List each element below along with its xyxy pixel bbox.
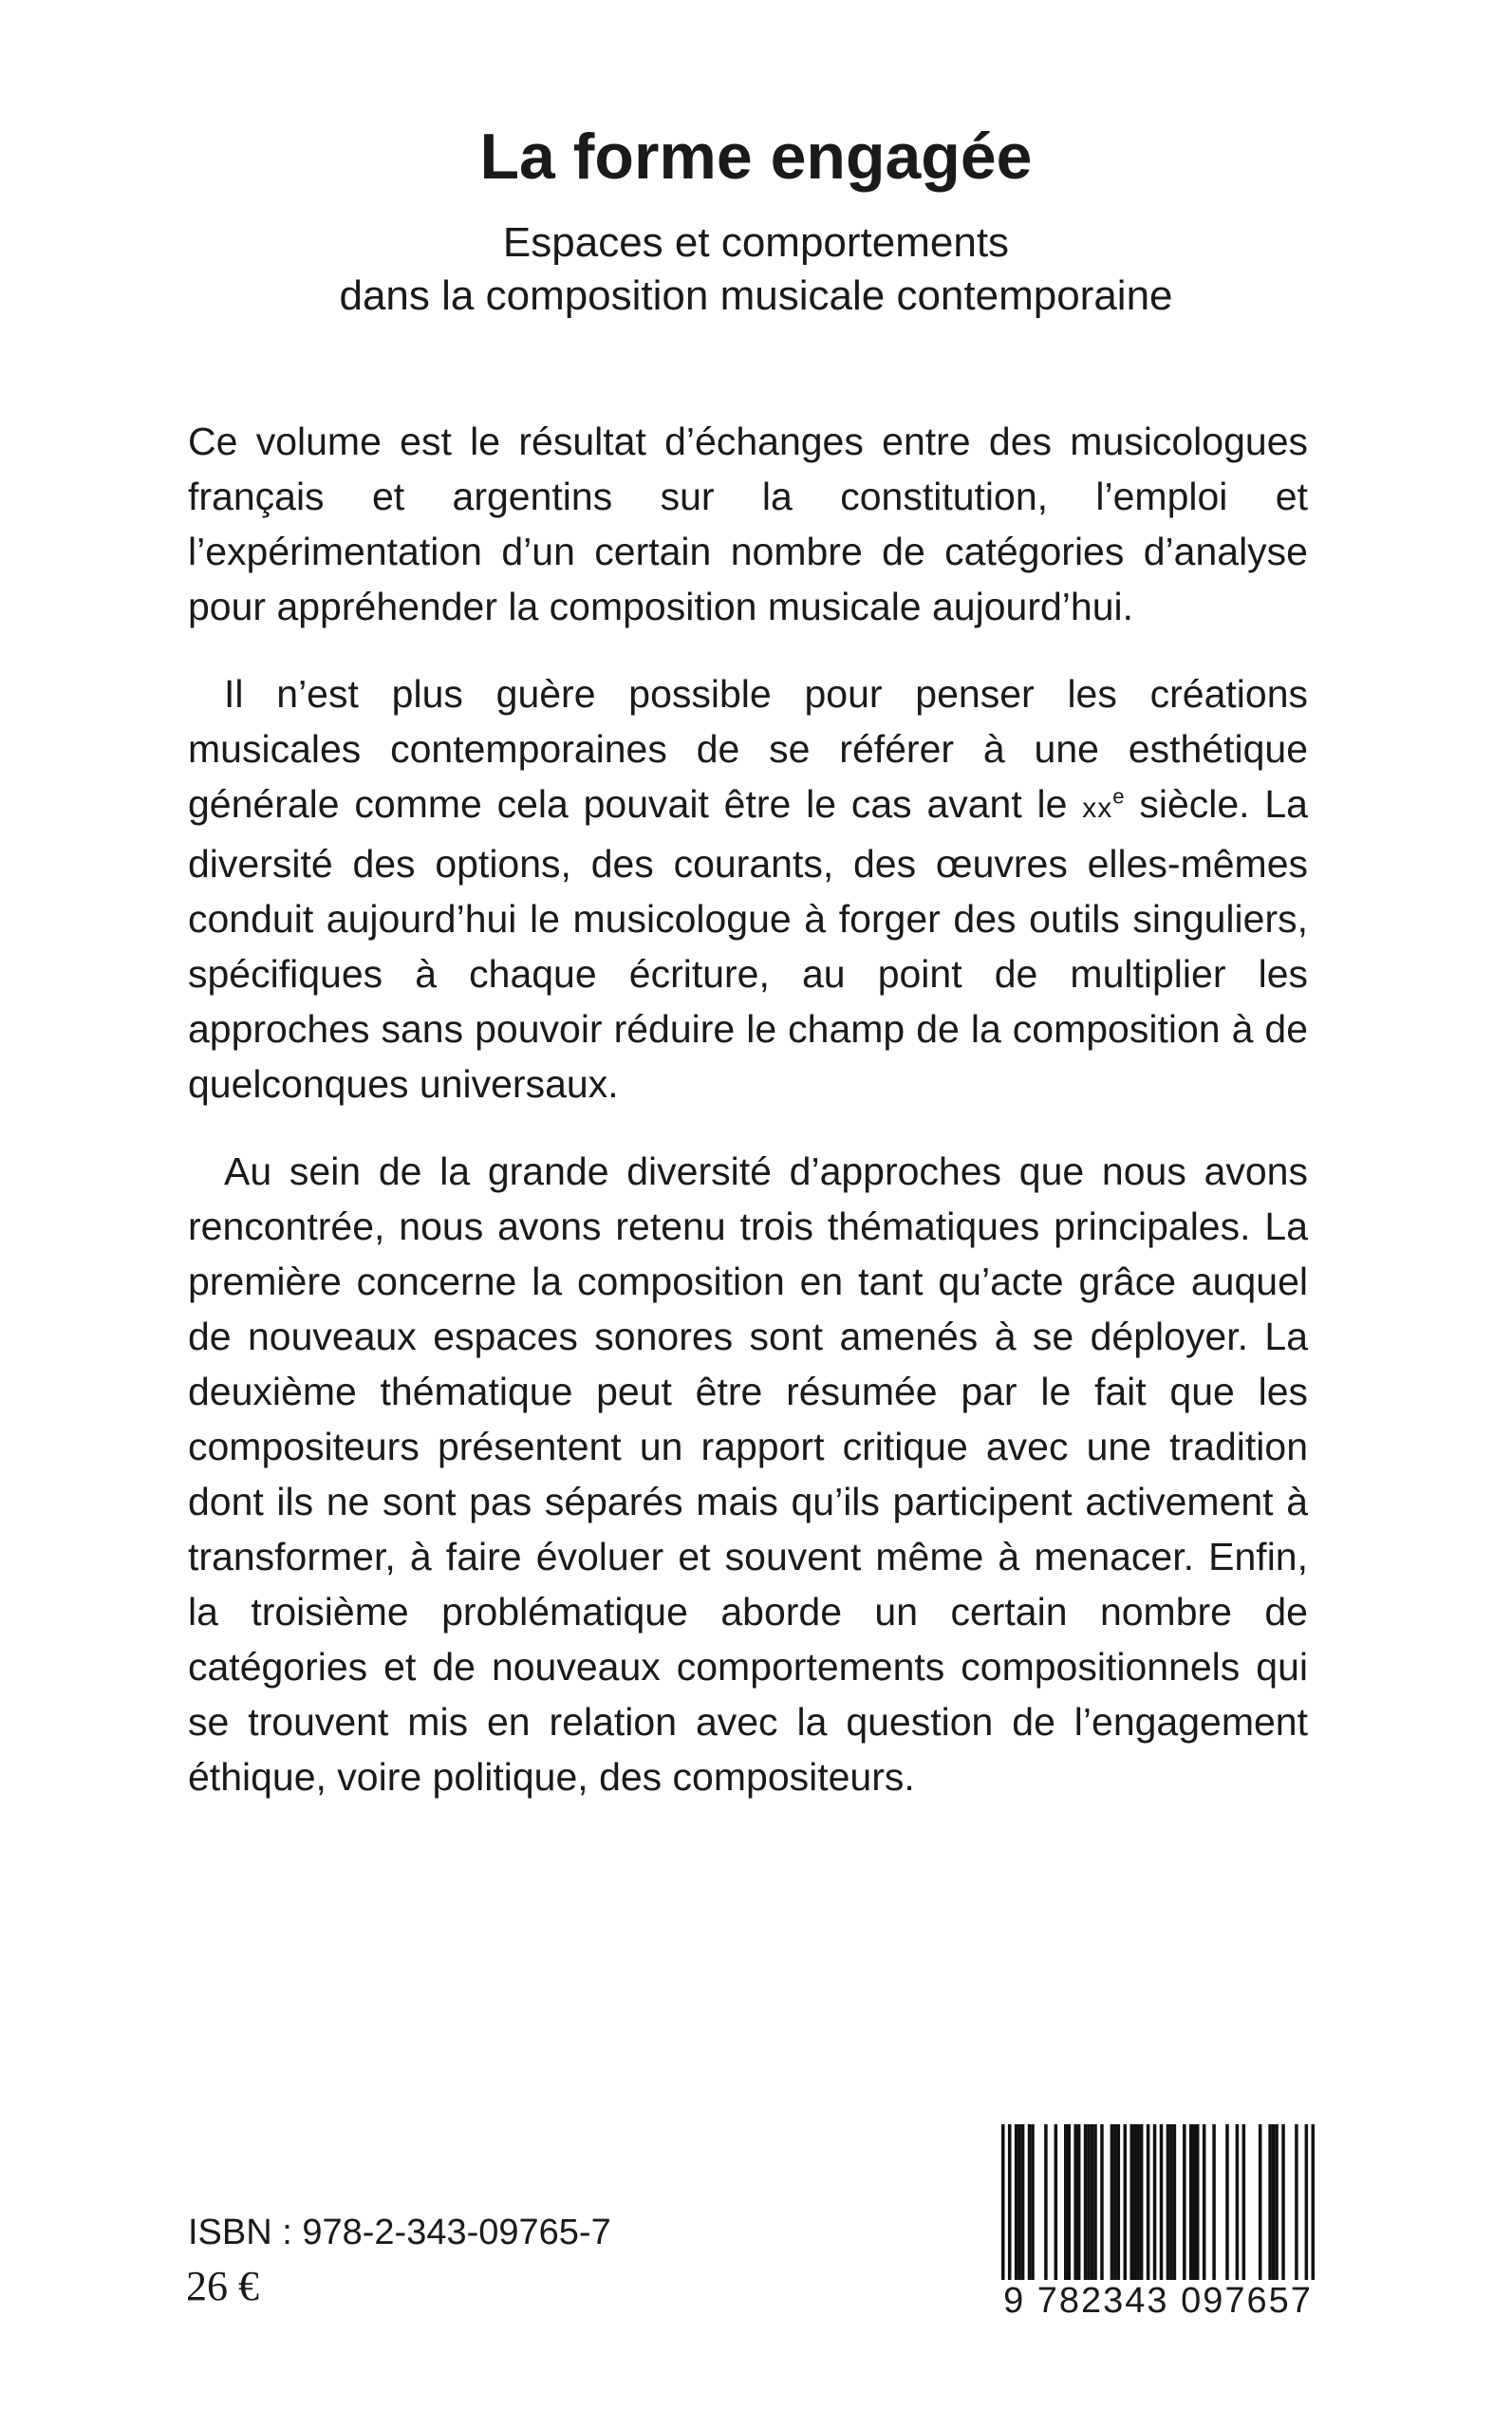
barcode-bar — [1242, 2124, 1246, 2286]
barcode-bar — [1117, 2124, 1121, 2286]
barcode-bar — [1084, 2124, 1088, 2286]
barcode-bar — [1169, 2124, 1173, 2286]
barcode-bar — [1028, 2124, 1032, 2286]
barcode-bar — [1203, 2124, 1206, 2286]
barcode-bar — [1015, 2124, 1018, 2286]
barcode-bar — [1259, 2124, 1262, 2286]
barcode-bar — [1091, 2124, 1094, 2286]
barcode-bar — [1021, 2124, 1025, 2286]
century-superscript: e — [1112, 784, 1125, 809]
isbn-label: ISBN : 978-2-343-09765-7 — [188, 2213, 611, 2252]
subtitle-line-2: dans la composition musicale contemporaine — [339, 272, 1173, 319]
barcode-bar — [1173, 2124, 1177, 2286]
back-cover-blurb — [188, 414, 1308, 1837]
barcode-bar — [1225, 2124, 1229, 2286]
book-subtitle — [0, 216, 1512, 323]
barcode-bar — [1272, 2124, 1276, 2286]
barcode-bar — [1093, 2124, 1097, 2286]
blurb-paragraph-2-end: siècle. La diversité des options, des courants, des œuvres elles-mêmes conduit aujourd’hui le musicologue à forger des outils singuliers, spécifiques à chaque écriture, au point de multiplier les approches sans pouvoir réduire le champ de la composition à de quelconques universaux. — [188, 782, 1308, 1106]
subtitle-line-1: Espaces et comportements — [502, 219, 1010, 266]
barcode-bar — [1017, 2124, 1021, 2286]
barcode-bar — [1067, 2124, 1071, 2286]
barcode-bar — [1077, 2124, 1081, 2286]
barcode-bar — [1087, 2124, 1091, 2286]
barcode-bar — [1275, 2124, 1279, 2286]
blurb-paragraph-2 — [188, 666, 1308, 1111]
barcode-bar — [1268, 2124, 1272, 2286]
price-label: 26 € — [186, 2263, 259, 2309]
barcode-bar — [1167, 2124, 1170, 2286]
barcode-bar — [1129, 2124, 1133, 2286]
barcode-bar — [1111, 2124, 1114, 2286]
barcode-bar — [1100, 2124, 1104, 2286]
barcode-bar — [1295, 2124, 1298, 2286]
barcode-bar — [1147, 2124, 1150, 2286]
barcode-bar — [1073, 2124, 1077, 2286]
barcode-bar — [1055, 2124, 1058, 2286]
barcode-bar — [1281, 2124, 1285, 2286]
century-numeral: xx — [1082, 793, 1113, 824]
barcode-bar — [1133, 2124, 1137, 2286]
blurb-paragraph-2-start: Il n’est plus guère possible pour penser les créations musicales contemporaines de se référer à une esthétique générale comme cela pouvait être le cas avant le — [188, 672, 1308, 826]
barcode-bar — [1196, 2124, 1200, 2286]
barcode-bar — [1124, 2124, 1128, 2286]
barcode-bar — [1189, 2124, 1193, 2286]
barcode-bar — [1140, 2124, 1144, 2286]
barcode-bar — [1031, 2124, 1035, 2286]
barcode-bar — [1212, 2124, 1216, 2286]
barcode-bar — [1064, 2124, 1068, 2286]
blurb-paragraph-3: Au sein de la grande diversité d’approches que nous avons rencontrée, nous avons retenu trois thématiques principales. La première concerne la composition en tant qu’acte grâce auquel de nouveaux espaces sonores sont amenés à se déployer. La deuxième thématique peut être résumée par le fait que les compositeurs présentent un rapport critique avec une tradition dont ils ne sont pas séparés mais qu’ils participent activement à transformer, à faire évoluer et souvent même à menacer. Enfin, la troisième problématique aborde un certain nombre de catégories et de nouveaux comportements compositionnels qui se trouvent mis en relation avec la question de l’engagement éthique, voire politique, des compositeurs. — [188, 1149, 1308, 1799]
barcode-bar — [1136, 2124, 1140, 2286]
barcode-bar — [1192, 2124, 1196, 2286]
barcode-bar — [1044, 2124, 1048, 2286]
blurb-paragraph-1: Ce volume est le résultat d’échanges entre des musicologues français et argentins sur la constitution, l’emploi et l’expérimentation d’un certain nombre de catégories d’analyse pour appréhender la composition musicale aujourd’hui. — [188, 420, 1308, 628]
barcode-digits: 9 782343 097657 — [999, 2280, 1317, 2322]
barcode-bar — [1236, 2124, 1240, 2286]
barcode-bar — [1113, 2124, 1117, 2286]
barcode-bar — [1183, 2124, 1186, 2286]
book-title: La forme engagée — [479, 121, 1033, 193]
